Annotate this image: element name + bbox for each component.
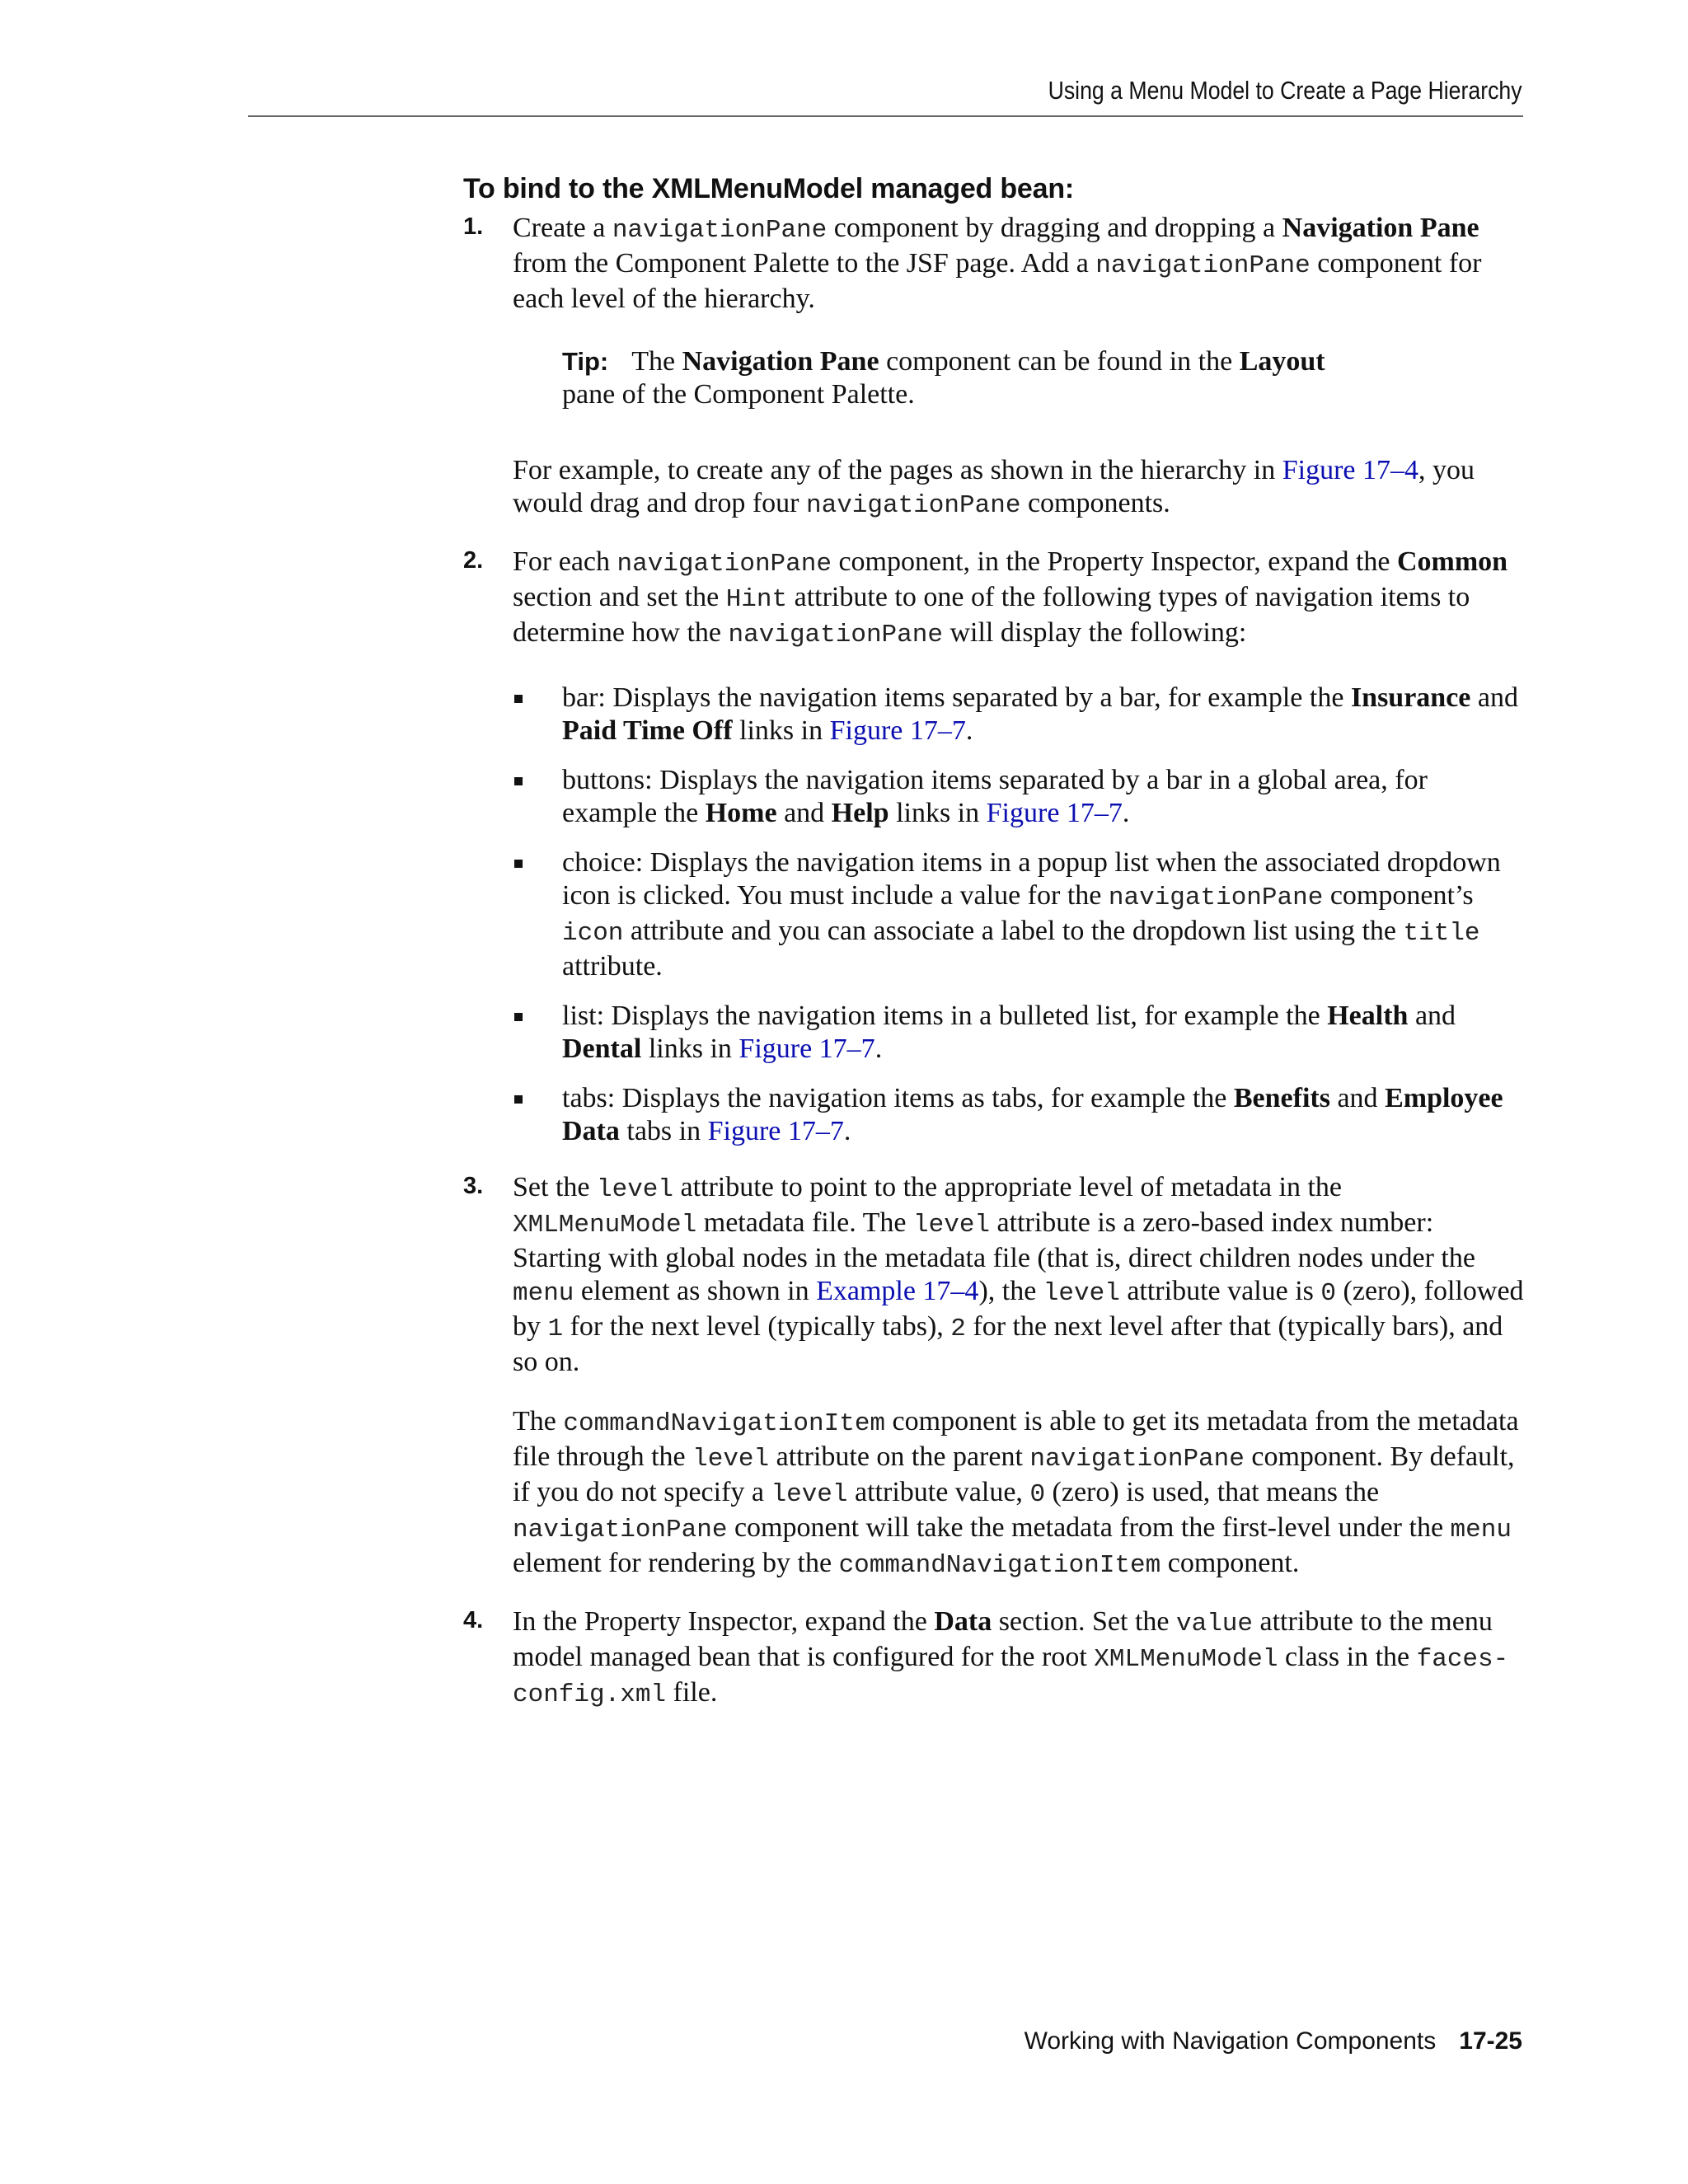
text-run: bar: Displays the navigation items separated by a bar, for example the (562, 682, 1351, 713)
text-run: For each (513, 546, 617, 577)
code-term: menu (513, 1279, 574, 1308)
code-term: commandNavigationItem (563, 1409, 886, 1438)
text-run: and (776, 798, 832, 828)
tip-note (562, 345, 1528, 411)
text-run: The (513, 1406, 564, 1436)
text-run: components. (1020, 488, 1170, 518)
code-term: level (692, 1445, 770, 1474)
text-run: will display the following: (942, 617, 1247, 648)
text-run: The (631, 346, 682, 377)
bold-term: Navigation Pane (1282, 213, 1479, 243)
step-2 (463, 546, 1528, 1148)
text-run: section and set the (513, 582, 726, 612)
list-item (513, 764, 1528, 830)
footer-chapter-title: Working with Navigation Components (1024, 2027, 1437, 2055)
code-term: 1 (547, 1315, 564, 1343)
bold-term: Navigation Pane (682, 346, 879, 377)
text-run: tabs: Displays the navigation items as tabs, for example the (562, 1083, 1234, 1113)
text-run: attribute on the parent (769, 1441, 1030, 1472)
bold-term: Home (705, 798, 777, 828)
code-term: navigationPane (1095, 251, 1311, 280)
text-run: and (1470, 682, 1518, 713)
code-term: navigationPane (617, 550, 832, 579)
code-term: navigationPane (728, 621, 943, 649)
text-run: attribute value is (1119, 1276, 1321, 1306)
list-item (513, 1000, 1528, 1066)
hint-types-list (513, 682, 1528, 1148)
bullet-square-icon (514, 860, 523, 868)
text-run: In the Property Inspector, expand the (513, 1606, 935, 1637)
code-term: 0 (1320, 1279, 1337, 1308)
text-run: component can be found in the (879, 346, 1240, 377)
text-run: attribute is a zero-based index number: Starting with global nodes in the metadata file (that is, direct children nodes under the (513, 1207, 1475, 1273)
header-divider (248, 115, 1523, 117)
main-content (463, 173, 1528, 1735)
tip-label: Tip: (562, 347, 609, 376)
running-header-title: Using a Menu Model to Create a Page Hierarchy (1048, 76, 1522, 105)
code-term: level (596, 1175, 673, 1204)
bullet-square-icon (514, 695, 523, 703)
bold-term: Data (934, 1606, 992, 1637)
text-run: element as shown in (574, 1276, 817, 1306)
step-3-text (513, 1171, 1528, 1379)
figure-link[interactable]: Figure 17–4 (1282, 455, 1419, 485)
step-4 (463, 1605, 1528, 1712)
text-run: (zero), followed by (513, 1276, 1524, 1342)
text-run: links in (889, 798, 987, 828)
step-2-text (513, 546, 1528, 652)
code-term: level (1043, 1279, 1120, 1308)
text-run: component for each level of the hierarchy. (513, 248, 1482, 314)
bold-term: Paid Time Off (562, 715, 733, 746)
text-run: Create a (513, 213, 612, 243)
text-run: . (843, 1116, 851, 1146)
text-run: ), the (978, 1276, 1043, 1306)
text-run: pane of the Component Palette. (562, 379, 915, 410)
text-run: attribute. (562, 951, 663, 982)
bold-term: Employee Data (562, 1083, 1503, 1146)
figure-link[interactable]: Figure 17–7 (707, 1116, 844, 1146)
text-run: links in (641, 1033, 739, 1064)
text-run: . (874, 1033, 883, 1064)
text-run: Set the (513, 1172, 597, 1202)
step-1-example (513, 454, 1528, 523)
code-term: icon (562, 919, 624, 948)
code-term: menu (1450, 1516, 1512, 1544)
text-run: and (1408, 1001, 1456, 1031)
text-run: and (1329, 1083, 1386, 1113)
text-run: from the Component Palette to the JSF page. Add a (513, 248, 1096, 279)
text-run: metadata file. The (696, 1207, 914, 1238)
text-run: buttons: Displays the navigation items separated by a bar in a global area, for example the (562, 765, 1428, 828)
code-term: level (913, 1211, 991, 1240)
code-term: navigationPane (513, 1516, 728, 1544)
text-run: for the next level (typically tabs), (563, 1311, 951, 1342)
step-1-text (513, 212, 1528, 316)
step-4-text (513, 1605, 1528, 1712)
code-term: navigationPane (1108, 883, 1324, 912)
section-heading: To bind to the XMLMenuModel managed bean: (463, 173, 1075, 204)
text-run: For example, to create any of the pages as shown in the hierarchy in (513, 455, 1282, 485)
code-term: commandNavigationItem (838, 1551, 1161, 1580)
text-run: . (1122, 798, 1130, 828)
text-run: component is able to get its metadata from the metadata file through the (513, 1406, 1519, 1472)
code-term: navigationPane (612, 216, 828, 245)
page-footer (1025, 2027, 1522, 2055)
step-3 (463, 1171, 1528, 1582)
text-run: element for rendering by the (513, 1548, 839, 1578)
tip-text (562, 345, 1528, 411)
text-run: class in the (1278, 1642, 1417, 1672)
code-term: title (1403, 919, 1480, 948)
code-term: value (1176, 1610, 1254, 1638)
text-run: attribute to the menu model managed bean that is configured for the root (513, 1606, 1493, 1672)
figure-link[interactable]: Figure 17–7 (986, 798, 1123, 828)
step-1 (463, 212, 1528, 523)
step-3-para-2 (513, 1405, 1528, 1582)
text-run: links in (732, 715, 830, 746)
code-term: Hint (725, 585, 788, 614)
text-run: section. Set the (992, 1606, 1176, 1637)
bullet-square-icon (514, 777, 523, 785)
example-link[interactable]: Example 17–4 (816, 1276, 979, 1306)
code-term: level (771, 1480, 848, 1509)
code-term: XMLMenuModel (1094, 1645, 1278, 1674)
bold-term: Dental (562, 1033, 642, 1064)
step-number: 2. (463, 547, 484, 574)
text-run: for the next level after that (typically bars), and so on. (513, 1311, 1503, 1377)
code-term: faces-config.xml (513, 1645, 1509, 1709)
list-item (513, 1082, 1528, 1148)
code-term: navigationPane (1029, 1445, 1245, 1474)
bold-term: Help (831, 798, 889, 828)
list-item (513, 846, 1528, 983)
bold-term: Common (1396, 546, 1508, 577)
text-run: component will take the metadata from the first-level under the (727, 1512, 1451, 1543)
text-run: (zero) is used, that means the (1045, 1477, 1380, 1507)
text-run: attribute to point to the appropriate level of metadata in the (673, 1172, 1343, 1202)
code-term: navigationPane (805, 491, 1021, 520)
text-run: file. (666, 1677, 718, 1708)
figure-link[interactable]: Figure 17–7 (738, 1033, 875, 1064)
bullet-square-icon (514, 1013, 523, 1021)
text-run: choice: Displays the navigation items in a popup list when the associated dropdown icon is clicked. You must include a value for the (562, 847, 1501, 911)
text-run: , you would drag and drop four (513, 455, 1475, 518)
text-run: component, in the Property Inspector, expand the (831, 546, 1397, 577)
step-number: 4. (463, 1607, 484, 1633)
bold-term: Health (1327, 1001, 1409, 1031)
bold-term: Layout (1239, 346, 1325, 377)
text-run: tabs in (619, 1116, 708, 1146)
text-run: component. By default, if you do not specify a (513, 1441, 1515, 1507)
text-run: component by dragging and dropping a (827, 213, 1282, 243)
bold-term: Insurance (1350, 682, 1471, 713)
step-number: 1. (463, 213, 484, 240)
page-number: 17-25 (1459, 2027, 1522, 2055)
code-term: 2 (950, 1315, 966, 1343)
step-number: 3. (463, 1173, 484, 1199)
list-item (513, 682, 1528, 748)
text-run: list: Displays the navigation items in a bulleted list, for example the (562, 1001, 1328, 1031)
text-run: attribute to one of the following types of navigation items to determine how the (513, 582, 1470, 648)
code-term: XMLMenuModel (513, 1211, 697, 1240)
text-run: component’s (1323, 880, 1474, 911)
text-run: component. (1160, 1548, 1300, 1578)
text-run: . (965, 715, 973, 746)
text-run: attribute value, (847, 1477, 1030, 1507)
bullet-square-icon (514, 1095, 523, 1104)
code-term: 0 (1029, 1480, 1046, 1509)
figure-link[interactable]: Figure 17–7 (829, 715, 966, 746)
bold-term: Benefits (1233, 1083, 1330, 1113)
text-run: attribute and you can associate a label to the dropdown list using the (623, 916, 1404, 946)
